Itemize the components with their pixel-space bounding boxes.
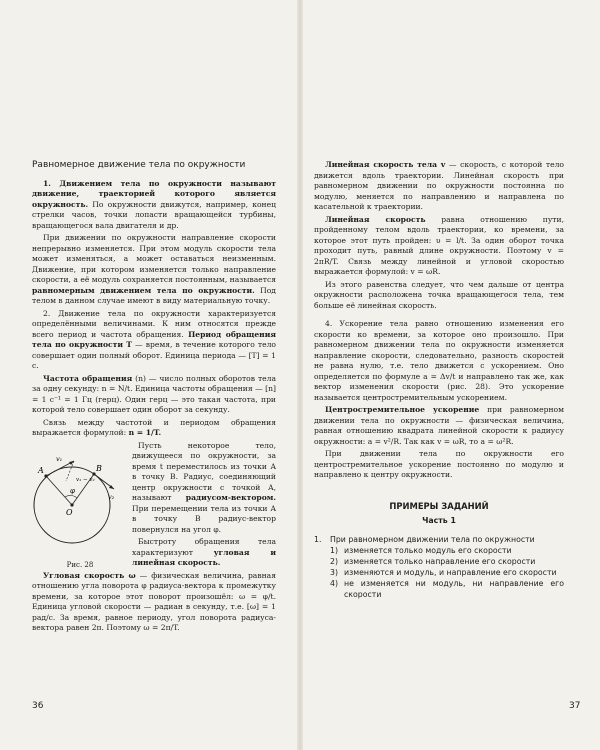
figure-block	[32, 441, 276, 571]
label-a: A	[38, 465, 44, 475]
figure-28	[32, 441, 128, 571]
paragraph-5: Центростремительное ускорение при равномерном движении тела по окружности — физическая величина, равная отношению квадрата линейной скорости к радиусу окружности: a = v²/R. Так как v = ωR, то a = ω²R.	[314, 405, 564, 446]
page-title: Равномерное движение тела по окружности	[32, 160, 246, 170]
paragraph-5: Связь между частотой и периодом обращения выражается формулой: n = 1/T.	[32, 417, 276, 437]
paragraph-2: Линейная скорость равна отношению пути, пройденному телом вдоль траектории, ко времени, за которое этот путь пройден: υ = l/t. За один оборот точка проходит путь, равный длине окружности. Поэтому v = 2πR/T. Связь между линейной и угловой скоростью выражается формулой: v = ωR.	[314, 214, 564, 276]
answer-option: 2) изменяется только направление его скорости	[330, 556, 536, 566]
label-phi: φ	[70, 486, 75, 495]
paragraph-4: 4. Ускорение тела равно отношению изменения его скорости ко времени, за которое оно произошло. При равномерном движении тела по окружности изменяется направление скорости, следовательно, разность скоростей не равна нулю, т.е. тело движется с ускорением. Оно определяется по формуле a = Δv/t и направлено так же, как вектор изменения скорости (рис. 28). Это ускорение называется центростремительным ускорением.	[314, 319, 564, 402]
paragraph-6: Пусть некоторое тело, движущееся по окружности, за время t переместилось из точки A в точку B. Радиус, соединяющий центр окружности с точкой A, называют радиусом-вектором. При перемещении тела из точки A в точку B радиус-вектор повернулся на угол φ.	[132, 440, 276, 534]
label-v2: v₂	[108, 492, 115, 501]
task-question	[314, 534, 564, 545]
label-b: B	[96, 463, 102, 473]
answer-option: 1) изменяется только модуль его скорости	[330, 545, 512, 555]
task-text: При равномерном движении тела по окружности	[330, 534, 535, 544]
paragraph-1: 1. Движением тела по окружности называют движение, траекторией которого является окружность. По окружности движутся, например, конец стрелки часов, точки лопасти вращающейся турбины, вращающегося вала двигателя и др.	[32, 178, 276, 230]
page-number: 36	[32, 701, 44, 711]
paragraph-7: Быстроту обращения тела характеризуют угловая и линейная скорость.	[132, 537, 276, 567]
label-dv: v₁ − v₂	[76, 476, 95, 483]
paragraph-3: 2. Движение тела по окружности характеризуется определёнными величинами. К ним относятся прежде всего период и частота обращения. Период обращения тела по окружности T — время, в течение которого тело совершает один полный оборот. Единица периода — [T] = 1 с.	[32, 308, 276, 370]
page-number: 37	[569, 701, 581, 711]
figure-text	[132, 441, 276, 571]
right-page	[300, 0, 600, 750]
label-o: O	[66, 507, 73, 517]
paragraph-8: Угловая скорость ω — физическая величина, равная отношению угла поворота φ радиуса-вектора к промежутку времени, за которое этот поворот произошёл: ω = φ/t. Единица угловой скорости — радиан в секунду, т.е. [ω] = 1 рад/с. За время, равное периоду, угол поворота радиуса-вектора равен 2π. Поэтому ω = 2π/T.	[32, 570, 276, 632]
label-v1: v₁	[56, 454, 63, 463]
left-column	[32, 160, 276, 636]
paragraph-2: При движении по окружности направление скорости непрерывно изменяется. При этом модуль скорости тела может изменяться, а может оставаться неизменным. Движение, при котором изменяется только направление скорости, а её модуль сохраняется постоянным, называется равномерным движением тела по окружности. Под телом в данном случае имеют в виду материальную точку.	[32, 233, 276, 305]
paragraph-3: Из этого равенства следует, что чем дальше от центра окружности расположена точка вращающегося тела, тем больше её линейная скорость.	[314, 279, 564, 310]
paragraph-6: При движении тела по окружности его центростремительное ускорение постоянно по модулю и направлено к центру окружности.	[314, 449, 564, 479]
part-title: Часть 1	[422, 516, 456, 525]
circle-diagram	[32, 441, 128, 559]
task-number: 1.	[314, 534, 322, 544]
answer-option: 3) изменяются и модуль, и направление его скорости	[330, 567, 557, 577]
paragraph-4: Частота обращения (n) — число полных оборотов тела за одну секунду: n = N/t. Единица частоты обращения — [n] = 1 с⁻¹ = 1 Гц (герц). Один герц — это такая частота, при которой тело совершает один оборот за секунду.	[32, 373, 276, 414]
paragraph-1: Линейная скорость тела v — скорость, с которой тело движется вдоль траектории. Линейная скорость при равномерном движении по окружности постоянна по модулю, меняется по направлению и направлена по касательной к траектории.	[314, 160, 564, 211]
figure-caption: Рис. 28	[66, 560, 94, 569]
right-column	[314, 160, 564, 600]
answer-option: 4) не изменяется ни модуль, ни направление его скорости	[330, 578, 564, 599]
section-title: ПРИМЕРЫ ЗАДАНИЙ	[389, 500, 489, 511]
